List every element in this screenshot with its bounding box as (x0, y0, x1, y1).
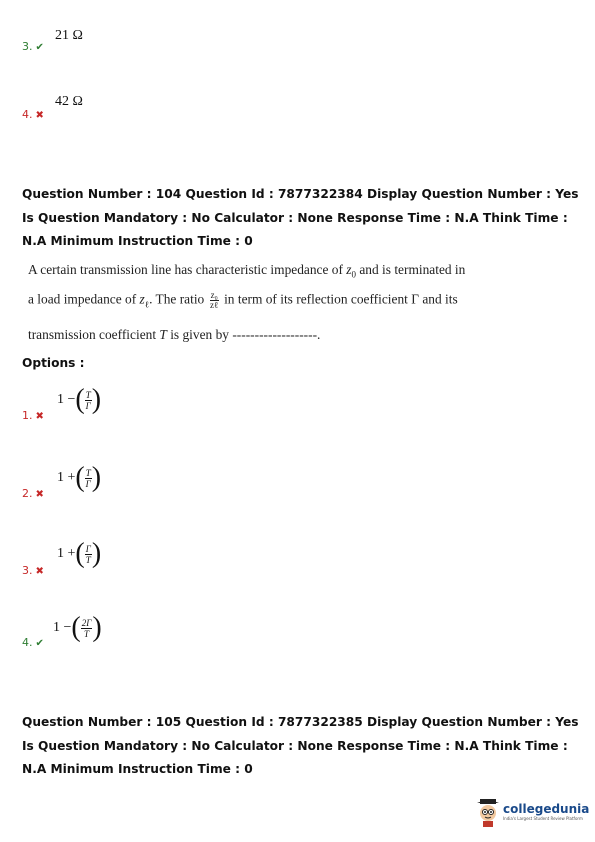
cross-icon: ✖ (35, 110, 44, 121)
option-number: 4. ✖ (22, 108, 44, 121)
check-icon: ✔ (35, 638, 44, 649)
option-number: 1. ✖ (22, 409, 44, 422)
option-text: 42 Ω (55, 94, 83, 109)
option-number: 3. ✔ (22, 40, 44, 53)
option-number: 2. ✖ (22, 487, 44, 500)
ratio-fraction: $\frac{\text{z₀}}{\text{zℓ}}$ (210, 290, 219, 310)
options-label: Options : (22, 356, 85, 370)
option-number: 3. ✖ (22, 564, 44, 577)
option-formula: 1 +( $\frac{\Gamma}{T}$ ) (57, 538, 102, 569)
check-icon: ✔ (35, 42, 44, 53)
formula-fraction: $\frac{T}{\Gamma}$ (85, 389, 91, 411)
cross-icon: ✖ (35, 489, 44, 500)
option-number: 4. ✔ (22, 636, 44, 649)
question-text-line: A certain transmission line has characteristic impedance of $z_0$ and is terminated in (28, 262, 466, 280)
option-formula: 1 −( $\frac{T}{\Gamma}$ ) (57, 384, 102, 415)
formula-fraction: $\frac{T}{\Gamma}$ (85, 467, 91, 489)
option-formula: 1 +( $\frac{T}{\Gamma}$ ) (57, 462, 102, 493)
option-text: 21 Ω (55, 28, 83, 43)
question-text-line: transmission coefficient T is given by -------------------. (28, 327, 321, 342)
formula-fraction: $\frac{\Gamma}{T}$ (85, 543, 91, 565)
collegedunia-logo (475, 798, 590, 832)
cross-icon: ✖ (35, 411, 44, 422)
question-header: Question Number : 105 Question Id : 7877322385 Display Question Number : Yes Is Question Mandatory : No Calculator : None Response Time : N.A Think Time : N.A Minimum Instruction Time : 0 (22, 715, 579, 776)
question-text-line: a load impedance of $z_\ell$. The ratio $\frac{\text{z₀}}{\text{zℓ}}$ in term of its reflection coefficient Γ and its (28, 290, 458, 310)
logo-tagline: India's Largest Student Review Platform (503, 816, 583, 821)
mascot-icon (475, 798, 501, 828)
formula-fraction: $\frac{2\Gamma}{T}$ (81, 617, 92, 639)
question-header: Question Number : 104 Question Id : 7877322384 Display Question Number : Yes Is Question Mandatory : No Calculator : None Response Time : N.A Think Time : N.A Minimum Instruction Time : 0 (22, 187, 579, 248)
option-formula: 1 −( $\frac{2\Gamma}{T}$ ) (53, 612, 102, 643)
cross-icon: ✖ (35, 566, 44, 577)
logo-name: collegedunia (503, 802, 590, 816)
